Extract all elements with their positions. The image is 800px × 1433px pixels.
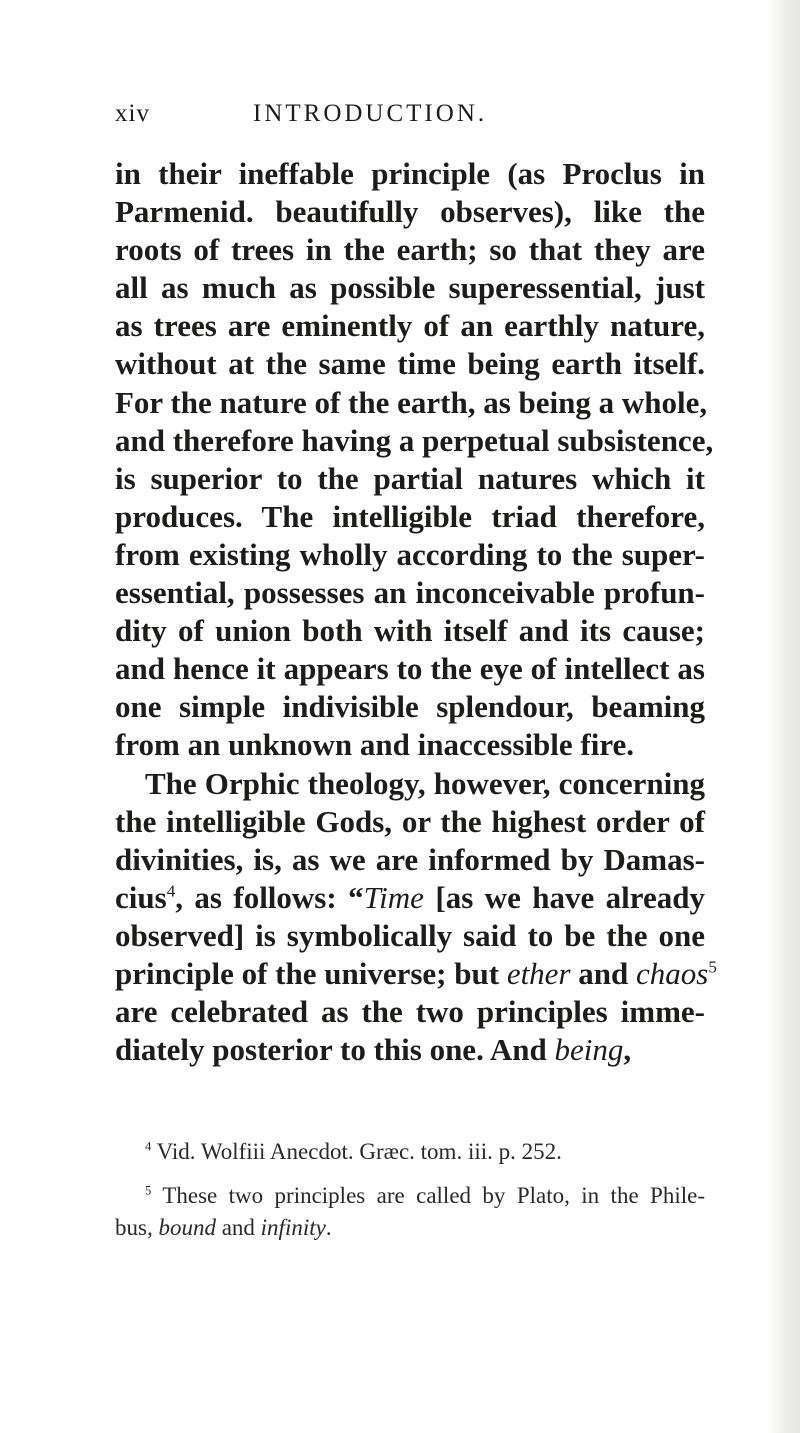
text-line: one simple indivisible splendour, beaming bbox=[115, 689, 705, 725]
text-line: The Orphic theology, however, concerning bbox=[145, 765, 705, 801]
italic-term: ether bbox=[506, 955, 571, 991]
text-line bbox=[115, 1031, 705, 1069]
text-line bbox=[115, 955, 717, 993]
page-number: xiv bbox=[115, 100, 150, 127]
text-line: all as much as possible superessential, just bbox=[115, 270, 705, 306]
footnote-4 bbox=[115, 1136, 705, 1168]
text-run: , as follows: “ bbox=[175, 879, 364, 915]
text-run: , bbox=[623, 1032, 632, 1068]
text-line: without at the same time being earth itself. bbox=[115, 346, 705, 382]
text-line: the intelligible Gods, or the highest order of bbox=[115, 803, 705, 839]
italic-term: being bbox=[554, 1032, 624, 1068]
footnote-ref-5[interactable]: 5 bbox=[708, 957, 717, 977]
text-line: in their ineffable principle (as Proclus in bbox=[115, 156, 705, 191]
text-line: as trees are eminently of an earthly nature, bbox=[115, 308, 705, 344]
text-line: dity of union both with itself and its cause; bbox=[115, 613, 705, 649]
footnote-text: Vid. Wolfiii Anecdot. Græc. tom. iii. p. 252. bbox=[151, 1139, 562, 1164]
text-run: diately posterior to this one. And bbox=[115, 1032, 555, 1068]
running-head: INTRODUCTION. bbox=[253, 100, 488, 127]
text-line bbox=[115, 879, 705, 917]
italic-term: chaos bbox=[636, 955, 709, 991]
page-edge-shadow bbox=[766, 0, 800, 1433]
text-line: from an unknown and inaccessible fire. bbox=[115, 727, 635, 763]
footnote-5 bbox=[115, 1180, 705, 1212]
footnotes bbox=[115, 1136, 705, 1244]
text-line: are celebrated as the two principles imme- bbox=[115, 994, 705, 1030]
italic-term: bound bbox=[158, 1215, 216, 1240]
italic-term: infinity bbox=[260, 1215, 326, 1240]
text-line: and therefore having a perpetual subsistence, bbox=[115, 422, 714, 458]
text-run: cius bbox=[115, 879, 167, 915]
text-line: produces. The intelligible triad therefore, bbox=[115, 498, 705, 534]
text-run: and bbox=[570, 955, 636, 991]
text-line: essential, possesses an inconceivable profun- bbox=[115, 575, 705, 611]
italic-term: Time bbox=[363, 879, 424, 915]
text-run: [as we have already bbox=[423, 879, 705, 915]
footnote-gap bbox=[115, 1168, 705, 1180]
text-line: and hence it appears to the eye of intellect as bbox=[115, 651, 705, 687]
text-run: bus, bbox=[115, 1215, 159, 1240]
text-run: and bbox=[215, 1215, 261, 1240]
footnote-text: These two principles are called by Plato, in the Phile- bbox=[151, 1183, 705, 1208]
footnote-number: 5 bbox=[145, 1183, 152, 1198]
text-line: from existing wholly according to the super- bbox=[115, 536, 705, 572]
footnote-5-continued bbox=[115, 1212, 705, 1244]
text-line: divinities, is, as we are informed by Damas- bbox=[115, 841, 705, 877]
text-run: . bbox=[325, 1215, 332, 1240]
text-line: For the nature of the earth, as being a whole, bbox=[115, 384, 708, 420]
page-header bbox=[115, 100, 675, 140]
footnote-ref-4[interactable]: 4 bbox=[166, 881, 176, 901]
text-run: principle of the universe; but bbox=[115, 955, 507, 991]
text-line: Parmenid. beautifully observes), like the bbox=[115, 194, 705, 230]
text-line: roots of trees in the earth; so that they are bbox=[115, 232, 705, 268]
text-line: is superior to the partial natures which it bbox=[115, 460, 705, 496]
main-text bbox=[115, 155, 717, 1069]
footnote-number: 4 bbox=[145, 1139, 152, 1154]
text-line: observed] is symbolically said to be the one bbox=[115, 917, 705, 953]
